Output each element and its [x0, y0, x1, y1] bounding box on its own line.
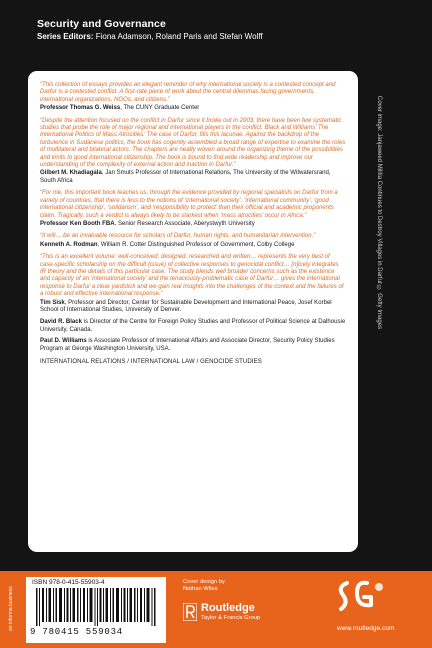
editor-bio-text: is Director of the Centre for Foreign Policy Studies and Professor of Political Science at Dalhousie University, Canada. [40, 319, 346, 333]
series-editors-label: Series Editors: [37, 32, 94, 41]
editor-bio-text: is Associate Professor of International Affairs and Associate Director, Security Policy Studies Program at George Washington University, USA. [40, 338, 335, 352]
blurb-author: Kenneth A. Rodman [40, 241, 98, 248]
blurb-affiliation: , Senior Research Associate, Aberystwyth University [114, 220, 255, 227]
blurb-author: Professor Thomas G. Weiss [40, 105, 121, 112]
informa-business-logo: an informa business [8, 586, 14, 632]
editor-bio-black [40, 319, 346, 334]
blurb-attribution [40, 170, 346, 185]
editor-name: Paul D. Williams [40, 338, 87, 345]
footer-band [0, 571, 432, 648]
blurb-quote: “This is an excellent volume: well-conceived, designed, researched and written… represents the very best of case-specific scholarship on the difficult (issue) of collective responses to genocidal conflict… [n]icely integrates IR theory and the details of this particular case. The study blends well broader concerns such as the existence and capacity of an ‘international society’ and the tenaciously-problematic case of Darfur… gives the international response to Darfur a clear yardstick and we gain real insights into the challenges of the context and the failures of a robust and effective international response.” [40, 254, 344, 298]
series-title: Security and Governance [37, 18, 166, 30]
publisher-name: Routledge [201, 602, 255, 614]
publisher-subtitle: Taylor & Francis Group [201, 615, 261, 621]
blurb-quote: “Despite the attention focused on the conflict in Darfur since it broke out in 2003, there have been few systematic studies that probe the role of major regional and international players in the conflict. Black and Williams’ The International Politics of Mass Atrocities: The case of Darfur, fills this lacunae. Against the backdrop of the turbulence in Sudanese politics, the book has cogently assembled a broad range of expertise to examine the roles of multilateral and bilateral actors. The chapters are neatly woven around the organizing theme of the possibilities and limits to good international citizenship. The book is bound to find wide readership and improve our understanding of the complexity of external action and inaction in Darfur.” [40, 117, 346, 169]
series-logo-icon [333, 577, 395, 615]
series-editors [37, 32, 263, 41]
blurb-author: Gilbert M. Khadiagala [40, 170, 102, 177]
blurb-affiliation: , The CUNY Graduate Center [120, 105, 200, 112]
blurb-booth [40, 190, 346, 228]
publisher-url: www.routledge.com [337, 625, 395, 632]
blurb-quote: “For me, this important book teaches us, through the evidence provided by regional specialists on Darfur from a variety of countries, that there is less to the notions of ‘international society’, ‘international community’, ‘good international citizenship’, ‘solidarism’, and ‘responsibility to protect’ than their official and academic proponents claim. Tragically, such a verdict is always likely to be starkest when ‘mass atrocities’ occur in Africa.” [40, 190, 338, 219]
blurb-author: Professor Ken Booth FBA [40, 220, 115, 227]
blurb-panel [28, 71, 358, 552]
blurb-attribution [40, 300, 346, 315]
barcode-number: 9 780415 559034 [30, 627, 124, 637]
cover-design-label: Cover design by [183, 579, 225, 585]
blurb-rodman [40, 233, 346, 249]
cover-designer-name: Nathan Wiles [183, 586, 218, 592]
cover-image-credit: Cover image: Janjaweed Militia Continues to Destroy Villages in Darfur © Getty Images [376, 96, 382, 329]
blurb-quote: “This collection of essays provides an elegant reminder of why international society is a contested concept and Darfur is a contested conflict. A first-rate piece of work about the central dilemmas facing governments, international organizations, NGOs, and citizens.” [40, 82, 336, 103]
blurb-affiliation: , Professor and Director, Center for Sustainable Development and International Peace, Josef Korbel School of International Studies, University of Denver. [40, 299, 332, 313]
series-editors-names: Fiona Adamson, Roland Paris and Stefan Wolff [95, 32, 263, 41]
blurb-khadiagala [40, 118, 346, 186]
barcode-icon [36, 588, 158, 626]
blurb-affiliation: , Jan Smuts Professor of International Relations, The University of the Witwatersrand, South Africa [40, 170, 331, 184]
blurb-quote: “It will… be an invaluable resource for scholars of Darfur, human rights, and humanitarian intervention.” [40, 233, 316, 240]
blurb-author: Tim Sisk [40, 299, 65, 306]
editor-bio-williams [40, 338, 346, 353]
routledge-r-icon [183, 603, 197, 621]
blurb-attribution [40, 221, 346, 228]
blurb-attribution [40, 242, 346, 249]
cover-design-credit [183, 579, 225, 593]
blurb-weiss [40, 82, 346, 113]
blurb-affiliation: , William R. Cotter Distinguished Professor of Government, Colby College [97, 241, 295, 248]
series-header [37, 18, 263, 41]
blurb-sisk [40, 254, 346, 314]
isbn-text: ISBN 978-0-415-55903-4 [32, 579, 105, 586]
subject-categories: INTERNATIONAL RELATIONS / INTERNATIONAL LAW / GENOCIDE STUDIES [40, 359, 262, 365]
editor-name: David R. Black [40, 319, 83, 326]
blurb-attribution [40, 105, 346, 112]
barcode-box [26, 577, 166, 643]
